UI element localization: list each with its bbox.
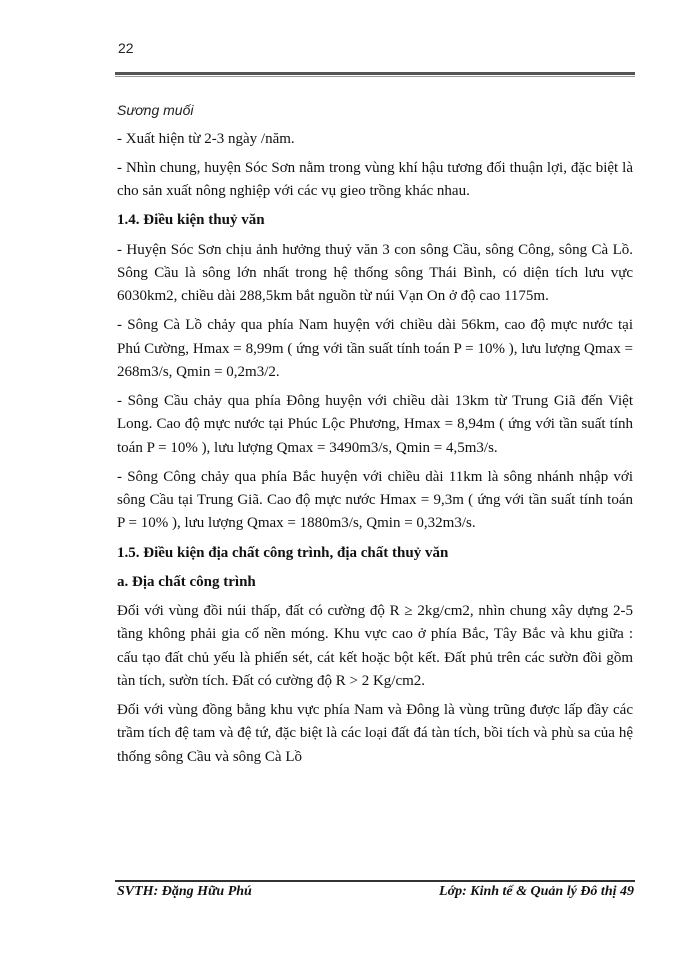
page-number: 22 — [118, 40, 134, 56]
document-body — [117, 100, 633, 775]
footer-rule — [115, 880, 635, 882]
heading-engineering-geology: a. Địa chất công trình — [117, 573, 256, 590]
footer-student: SVTH: Đặng Hữu Phú — [117, 884, 252, 899]
paragraph-climate-summary: - Nhìn chung, huyện Sóc Sơn nằm trong vùng khí hậu tương đối thuận lợi, đặc biệt là cho sản xuất nông nghiệp với các vụ gieo trồng khác nhau. — [117, 159, 633, 200]
paragraph-frost-days: - Xuất hiện từ 2-3 ngày /năm. — [117, 130, 295, 147]
header-rule — [115, 72, 635, 75]
paragraph-cau-river: - Sông Cầu chảy qua phía Đông huyện với chiều dài 13km từ Trung Giã đến Việt Long. Cao độ mực nước tại Phúc Lộc Phương, Hmax = 8,94m ( ứng với tần suất tính toán P = 10% ), lưu lượng Qmax = 3490m3/s, Qmin = 4,5m3/s. — [117, 393, 633, 456]
header-rule-thin — [115, 76, 635, 77]
paragraph-hills-geology: Đối với vùng đồi núi thấp, đất có cường độ R ≥ 2kg/cm2, nhìn chung xây dựng 2-5 tầng không phải gia cố nền móng. Khu vực cao ở phía Bắc, Tây Bắc và khu giữa : cấu tạo đất chủ yếu là phiến sét, cát kết hoặc bột kết. Đất phủ trên các sườn đồi gồm tàn tích, sườn tích. Đất có cường độ R > 2 Kg/cm2. — [117, 603, 633, 689]
footer-class: Lớp: Kinh tế & Quản lý Đô thị 49 — [439, 884, 634, 899]
heading-hydrology: 1.4. Điều kiện thuỷ văn — [117, 212, 265, 229]
paragraph-ca-lo-river: - Sông Cà Lồ chảy qua phía Nam huyện với chiều dài 56km, cao độ mực nước tại Phú Cường, Hmax = 8,99m ( ứng với tần suất tính toán P = 10% ), lưu lượng Qmax = 268m3/s, Qmin = 0,2m3/2. — [117, 317, 633, 380]
heading-geology: 1.5. Điều kiện địa chất công trình, địa chất thuỷ văn — [117, 544, 449, 561]
paragraph-rivers-overview: - Huyện Sóc Sơn chịu ảnh hưởng thuỷ văn 3 con sông Cầu, sông Công, sông Cà Lồ. Sông Cầu là sông lớn nhất trong hệ thống sông Thái Bình, có diện tích lưu vực 6030km2, chiều dài 288,5km bắt nguồn từ núi Vạn On ở độ cao 1175m. — [117, 241, 633, 305]
paragraph-plains-geology: Đối với vùng đồng bằng khu vực phía Nam và Đông là vùng trũng được lấp đầy các trầm tích đệ tam và đệ tứ, đặc biệt là các loại đất đá tàn tích, bồi tích và phù sa của hệ thống sông Cầu và sông Cà Lồ — [117, 702, 633, 765]
paragraph-frost-label: Sương muối — [117, 102, 194, 118]
paragraph-cong-river: - Sông Công chảy qua phía Bắc huyện với chiều dài 11km là sông nhánh nhập với sông Cầu tại Trung Giã. Cao độ mực nước Hmax = 9,3m ( ứng với tần suất tính toán P = 10% ), lưu lượng Qmax = 1880m3/s, Qmin = 0,32m3/s. — [117, 468, 633, 532]
